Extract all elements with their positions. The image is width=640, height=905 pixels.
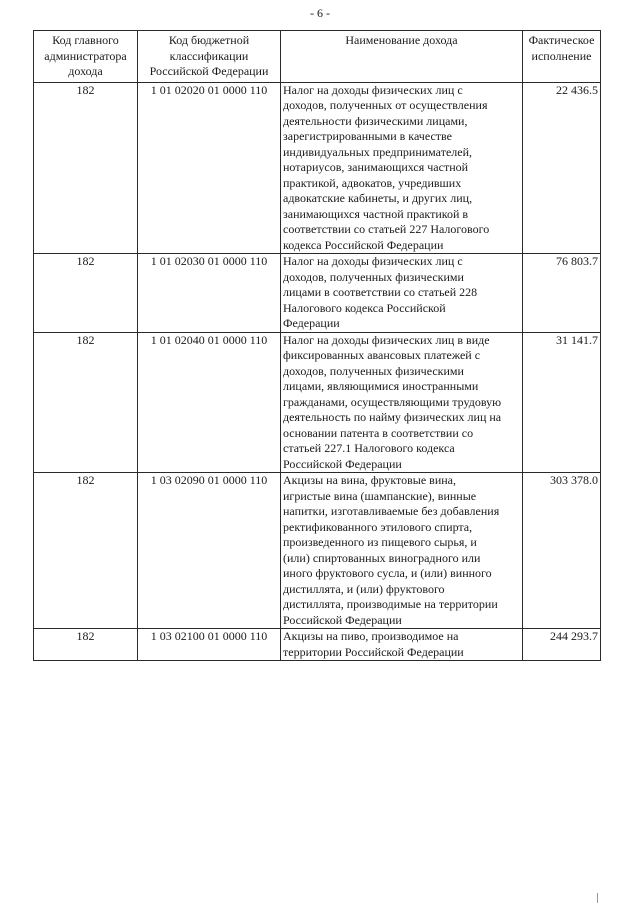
kbk-code-cell: 1 03 02100 01 0000 110 [138, 629, 281, 661]
header-admin-code-line: Код главного [52, 33, 119, 47]
income-name-line: зарегистрированными в качестве [283, 129, 452, 143]
revenue-table [33, 30, 601, 661]
amount-cell: 31 141.7 [523, 332, 601, 473]
admin-code-cell: 182 [34, 629, 138, 661]
income-name-cell [281, 629, 523, 661]
income-name-line: Федерации [283, 316, 340, 330]
header-admin-code-line: администратора [44, 48, 127, 63]
income-name-line: лицами в соответствии со статьей 228 [283, 285, 478, 299]
admin-code-cell: 182 [34, 473, 138, 629]
income-name-cell [281, 82, 523, 254]
income-name-cell [281, 332, 523, 473]
amount-cell: 22 436.5 [523, 82, 601, 254]
amount-cell: 303 378.0 [523, 473, 601, 629]
header-income-name [281, 31, 523, 83]
header-kbk-code-line: классификации [169, 48, 249, 63]
income-name-line: практикой, адвокатов, учредивших [283, 175, 462, 190]
table-row [34, 629, 601, 661]
income-name-line: основании патента в соответствии со [283, 425, 474, 440]
income-name-line: Налог на доходы физических лиц с [283, 254, 463, 268]
table-row [34, 473, 601, 629]
header-actual-line: Фактическое [528, 33, 595, 47]
income-name-line: соответствии со статьей 227 Налогового [283, 222, 490, 236]
income-name-line: индивидуальных предпринимателей, [283, 144, 472, 159]
income-name-line: деятельность по найму физических лиц на [283, 410, 502, 424]
kbk-code-cell: 1 01 02030 01 0000 110 [138, 254, 281, 333]
admin-code-cell: 182 [34, 332, 138, 473]
income-name-line: доходов, полученных физическими [283, 363, 464, 378]
amount-cell: 76 803.7 [523, 254, 601, 333]
kbk-code-cell: 1 03 02090 01 0000 110 [138, 473, 281, 629]
income-name-line: ректификованного этилового спирта, [283, 519, 473, 534]
income-name-line: дистиллята, производимые на территории [283, 597, 498, 611]
income-name-line: фиксированных авансовых платежей с [283, 348, 481, 362]
table-body [34, 82, 601, 661]
admin-code-cell: 182 [34, 254, 138, 333]
scan-mark [597, 893, 598, 903]
header-actual-line: исполнение [531, 48, 592, 63]
income-name-line: Российской Федерации [283, 456, 402, 471]
income-name-line: Акцизы на вина, фруктовые вина, [283, 473, 456, 487]
income-name-line: адвокатские кабинеты, и других лиц, [283, 191, 473, 205]
income-name-line: доходов, полученных от осуществления [283, 98, 488, 112]
income-name-line: Акцизы на пиво, производимое на [283, 629, 459, 643]
table-header-row [34, 31, 601, 83]
income-name-line: напитки, изготавливаемые без добавления [283, 504, 500, 518]
table-row [34, 332, 601, 473]
header-kbk-code-line: Российской Федерации [149, 64, 269, 78]
header-admin-code [34, 31, 138, 83]
income-name-line: статьей 227.1 Налогового кодекса [283, 441, 455, 455]
page-number: - 6 - [310, 6, 330, 20]
admin-code-cell: 182 [34, 82, 138, 254]
header-actual [523, 31, 601, 83]
header-kbk-code-line: Код бюджетной [168, 33, 250, 47]
income-name-line: Налогового кодекса Российской [283, 300, 446, 315]
table-row [34, 82, 601, 254]
income-name-line: территории Российской Федерации [283, 644, 464, 659]
income-name-line: дистиллята, и (или) фруктового [283, 581, 445, 596]
income-name-line: произведенного из пищевого сырья, и [283, 535, 477, 549]
table-row [34, 254, 601, 333]
income-name-line: лицами, являющимися иностранными [283, 379, 479, 393]
income-name-line: занимающихся частной практикой в [283, 206, 469, 221]
income-name-line: нотариусов, занимающихся частной [283, 160, 469, 174]
income-name-line: (или) спиртованных виноградного или [283, 550, 481, 565]
income-name-line: Налог на доходы физических лиц с [283, 82, 463, 97]
income-name-line: Налог на доходы физических лиц в виде [283, 332, 490, 347]
income-name-line: кодекса Российской Федерации [283, 237, 444, 252]
kbk-code-cell: 1 01 02040 01 0000 110 [138, 332, 281, 473]
header-kbk-code [138, 31, 281, 83]
amount-cell: 244 293.7 [523, 629, 601, 661]
income-name-line: игристые вина (шампанские), винные [283, 488, 477, 503]
income-name-cell [281, 254, 523, 333]
income-name-line: деятельности физическими лицами, [283, 113, 468, 128]
kbk-code-cell: 1 01 02020 01 0000 110 [138, 82, 281, 254]
income-name-line: Российской Федерации [283, 612, 402, 627]
income-name-line: доходов, полученных физическими [283, 269, 464, 284]
income-name-line: гражданами, осуществляющими трудовую [283, 394, 502, 409]
income-name-line: иного фруктового сусла, и (или) винного [283, 566, 492, 580]
header-income-name-line: Наименование дохода [345, 33, 458, 47]
income-name-cell [281, 473, 523, 629]
header-admin-code-line: дохода [68, 64, 103, 78]
